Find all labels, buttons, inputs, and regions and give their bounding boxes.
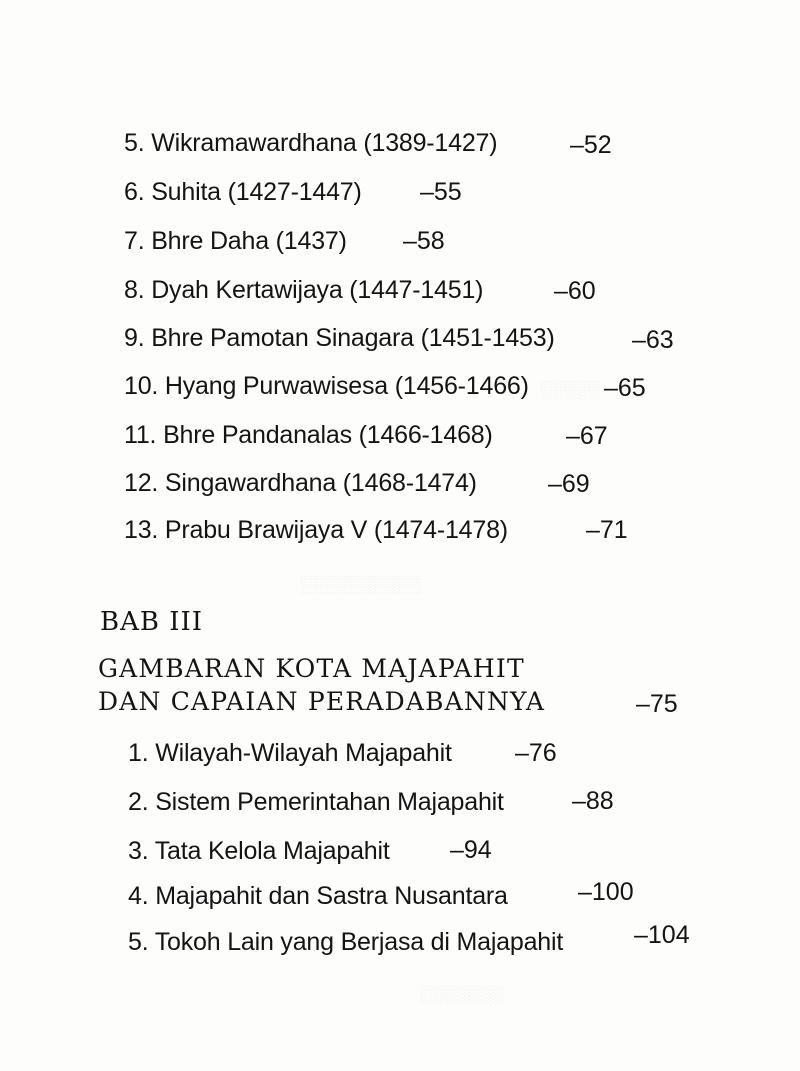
toc-entry[interactable] bbox=[124, 177, 362, 207]
toc-entry-page: –88 bbox=[572, 787, 614, 815]
toc-entry-number: 3. bbox=[128, 837, 149, 865]
toc-entry-page: –71 bbox=[586, 516, 628, 544]
toc-entry[interactable] bbox=[124, 226, 347, 256]
toc-entry-title: Wilayah-Wilayah Majapahit bbox=[155, 739, 452, 767]
toc-entry-title: Bhre Pamotan Sinagara (1451-1453) bbox=[151, 324, 555, 352]
toc-entry-page: –67 bbox=[566, 422, 608, 450]
toc-entry-page: –100 bbox=[578, 878, 634, 906]
toc-entry-number: 2. bbox=[128, 788, 149, 816]
toc-entry-title: Hyang Purwawisesa (1456-1466) bbox=[164, 372, 529, 400]
toc-entry[interactable] bbox=[128, 927, 563, 957]
toc-entry-number: 6. bbox=[124, 178, 145, 206]
toc-entry-title: Majapahit dan Sastra Nusantara bbox=[155, 882, 508, 910]
toc-entry-title: Tokoh Lain yang Berjasa di Majapahit bbox=[154, 928, 564, 956]
toc-entry-number: 4. bbox=[128, 882, 149, 910]
toc-entry[interactable] bbox=[128, 881, 508, 911]
toc-entry[interactable] bbox=[128, 738, 452, 768]
toc-entry-title: Singawardhana (1468-1474) bbox=[164, 469, 477, 497]
toc-entry[interactable] bbox=[128, 787, 504, 817]
toc-entry-page: –76 bbox=[515, 739, 557, 767]
toc-entry-page: –94 bbox=[450, 836, 492, 864]
toc-entry[interactable] bbox=[124, 371, 529, 401]
toc-entry[interactable] bbox=[124, 128, 497, 158]
toc-entry-number: 9. bbox=[124, 324, 145, 352]
toc-entry-number: 7. bbox=[124, 227, 145, 255]
toc-entry-page: –60 bbox=[554, 277, 596, 305]
toc-entry-page: –69 bbox=[548, 470, 590, 498]
toc-entry-page: –52 bbox=[570, 131, 612, 159]
toc-entry-title: Suhita (1427-1447) bbox=[151, 178, 362, 206]
chapter-title-line-2[interactable]: DAN CAPAIAN PERADABANNYA bbox=[98, 687, 546, 716]
toc-entry-number: 1. bbox=[128, 739, 149, 767]
toc-entry-title: Tata Kelola Majapahit bbox=[154, 837, 390, 865]
toc-entry[interactable] bbox=[124, 420, 493, 450]
chapter-label: BAB III bbox=[100, 607, 204, 637]
toc-entry-page: –58 bbox=[403, 227, 445, 255]
toc-entry[interactable] bbox=[128, 836, 390, 866]
toc-entry-number: 11. bbox=[124, 421, 157, 449]
toc-entry[interactable] bbox=[124, 323, 555, 353]
show-through-texture: ░░░░░ bbox=[540, 380, 601, 399]
toc-entry-title: Dyah Kertawijaya (1447-1451) bbox=[151, 276, 484, 304]
toc-entry-number: 10. bbox=[124, 372, 159, 400]
show-through-texture: ░░░░░░░░░░ bbox=[300, 575, 421, 594]
toc-entry-page: –65 bbox=[604, 374, 646, 402]
show-through-texture: ░░░░░░░ bbox=[420, 985, 505, 1004]
toc-entry-page: –63 bbox=[632, 326, 674, 354]
chapter-page: –75 bbox=[636, 690, 678, 718]
toc-entry[interactable] bbox=[124, 515, 508, 545]
toc-entry-title: Sistem Pemerintahan Majapahit bbox=[155, 788, 504, 816]
toc-entry-title: Prabu Brawijaya V (1474-1478) bbox=[164, 516, 508, 544]
toc-entry-number: 8. bbox=[124, 276, 145, 304]
toc-entry-title: Wikramawardhana (1389-1427) bbox=[151, 129, 498, 157]
toc-entry-number: 5. bbox=[128, 928, 149, 956]
toc-entry-number: 5. bbox=[124, 129, 145, 157]
toc-entry-number: 13. bbox=[124, 516, 159, 544]
chapter-title-line-1[interactable]: GAMBARAN KOTA MAJAPAHIT bbox=[98, 654, 525, 683]
toc-entry-number: 12. bbox=[124, 469, 159, 497]
toc-entry-page: –55 bbox=[420, 178, 462, 206]
toc-entry-title: Bhre Pandanalas (1466-1468) bbox=[163, 421, 493, 449]
toc-entry-page: –104 bbox=[634, 921, 690, 949]
toc-entry[interactable] bbox=[124, 275, 483, 305]
toc-entry[interactable] bbox=[124, 468, 477, 498]
toc-entry-title: Bhre Daha (1437) bbox=[151, 227, 347, 255]
